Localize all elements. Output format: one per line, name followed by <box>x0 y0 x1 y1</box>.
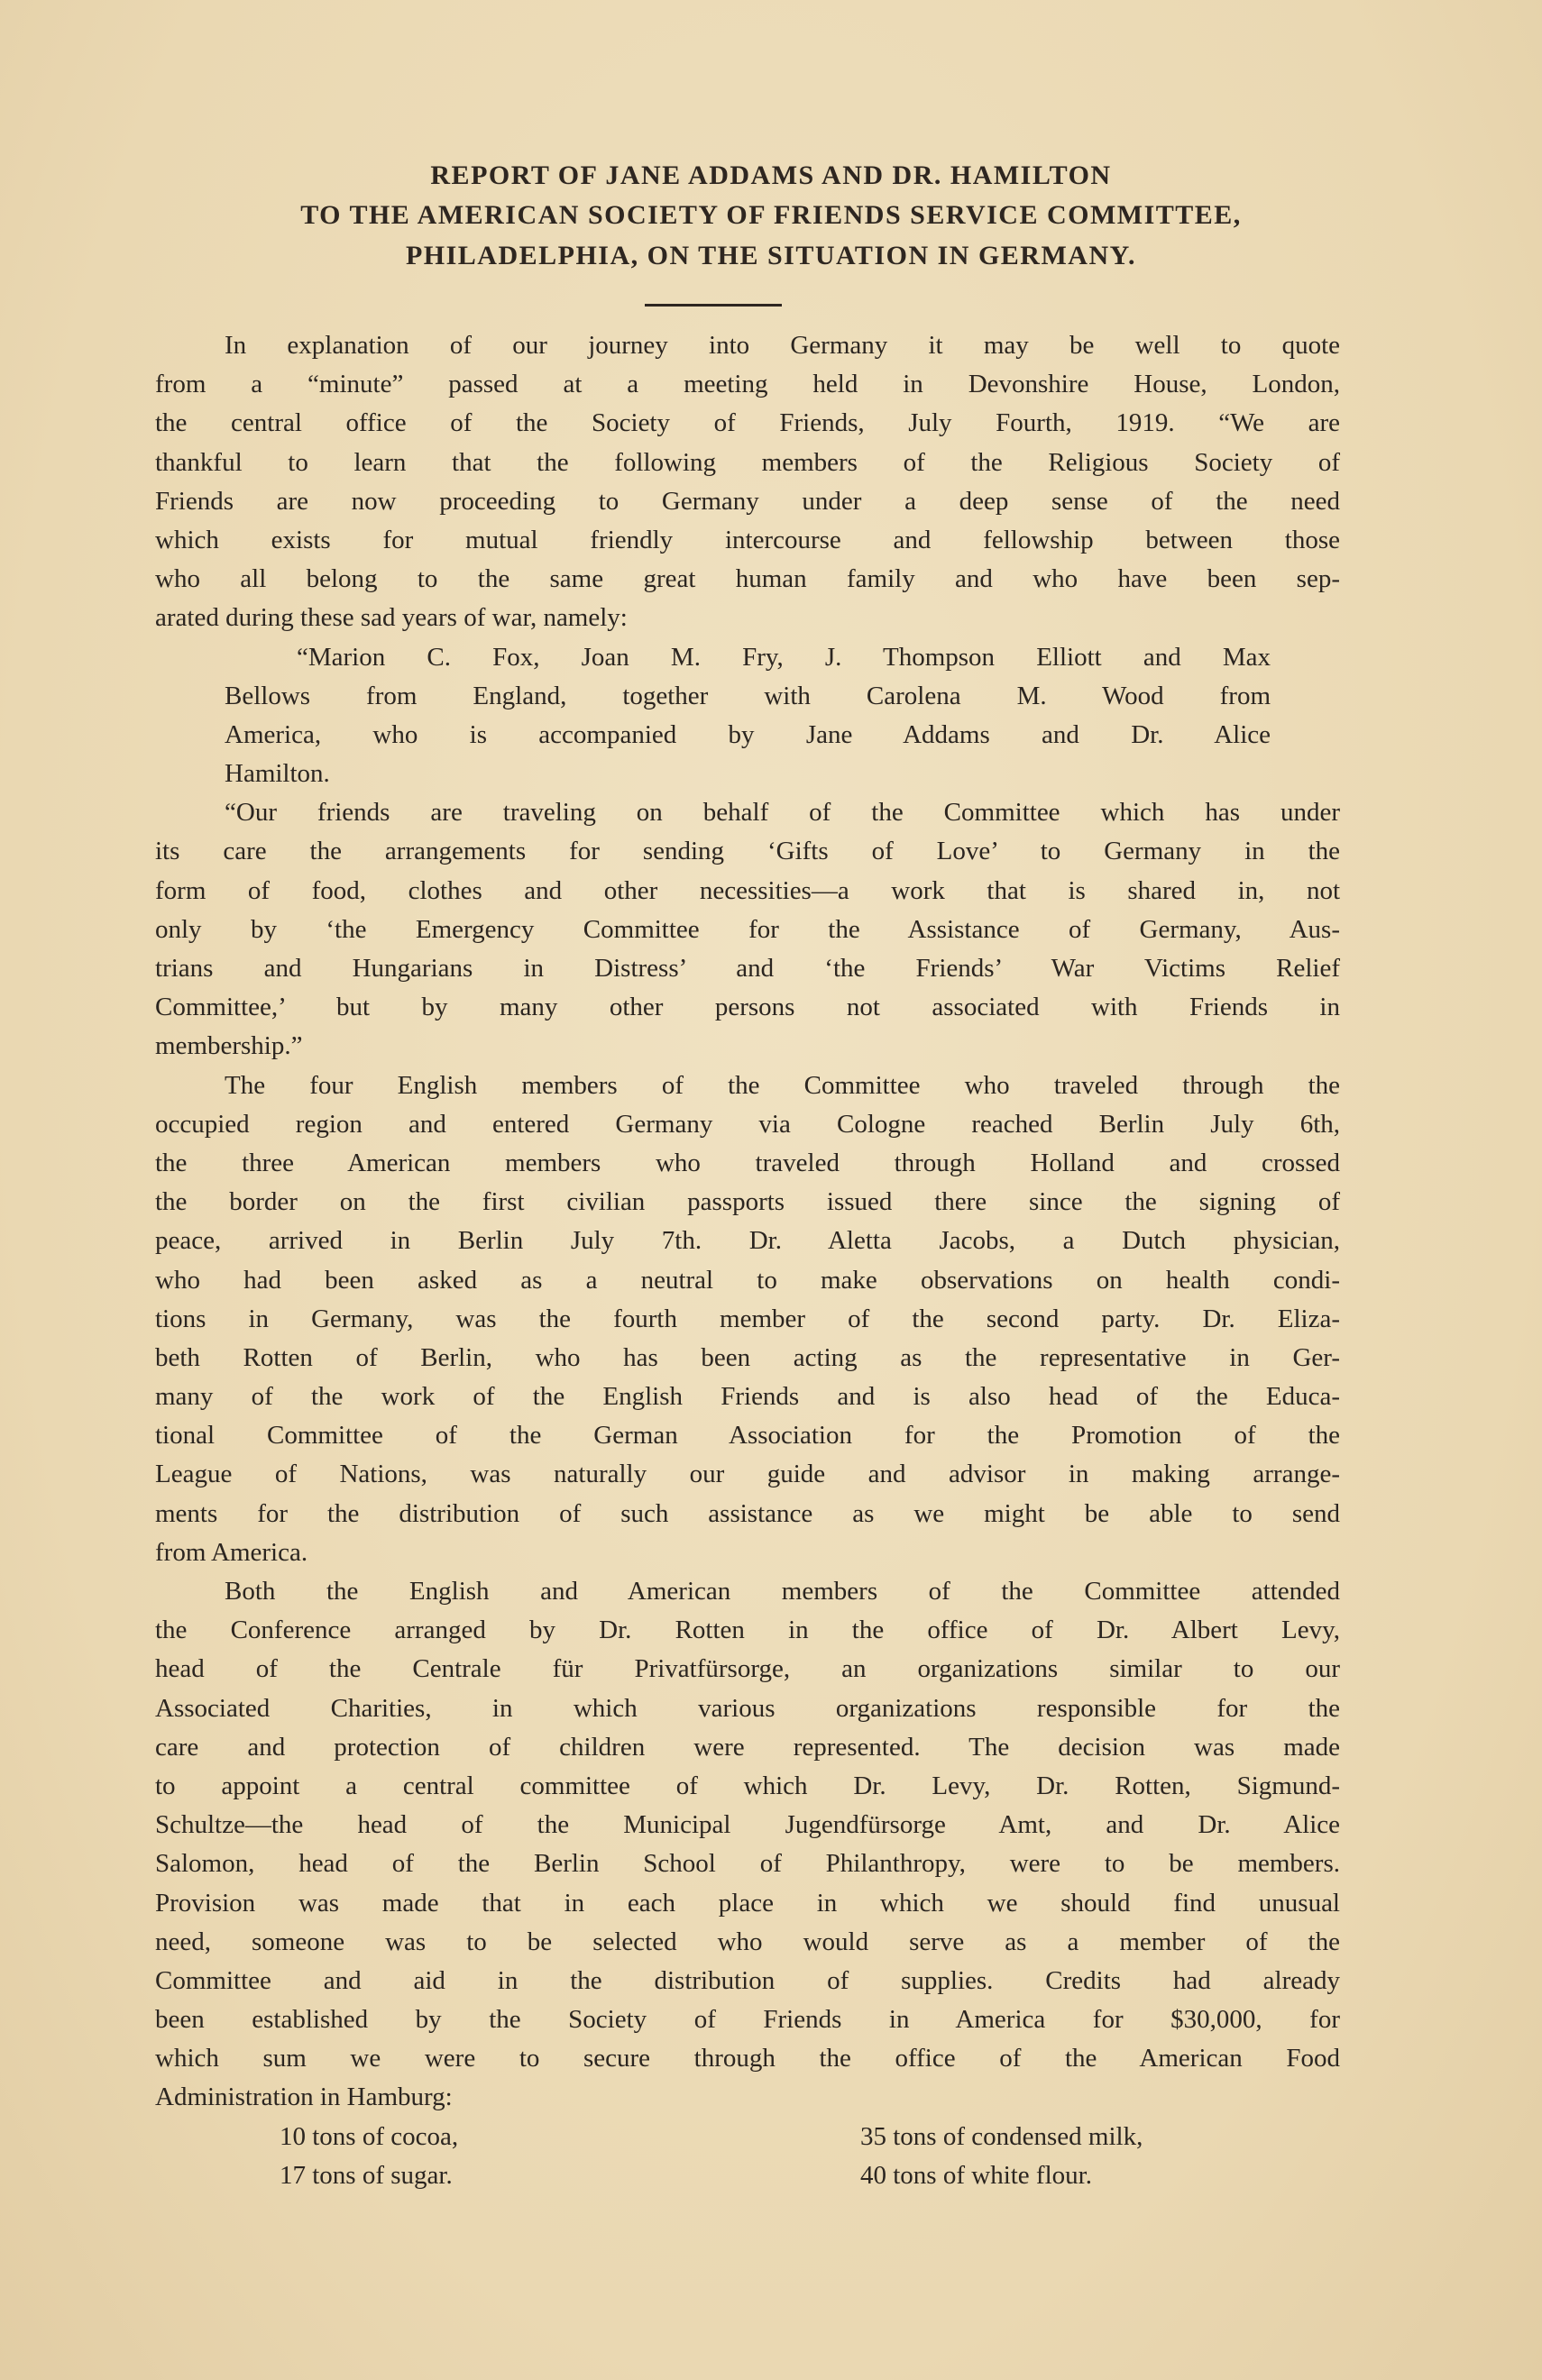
text-line: “Marion C. Fox, Joan M. Fry, J. Thompson Elliott and Max <box>297 642 1271 672</box>
title-line-3: PHILADELPHIA, ON THE SITUATION IN GERMANY. <box>405 241 1137 270</box>
text-line: care and protection of children were represented. The decision was made <box>155 1732 1340 1762</box>
supply-item: 17 tons of sugar. <box>280 2160 453 2190</box>
title-divider <box>645 304 782 307</box>
text-line: thankful to learn that the following members of the Religious Society of <box>155 447 1340 477</box>
text-line: peace, arrived in Berlin July 7th. Dr. Aletta Jacobs, a Dutch physician, <box>155 1226 1340 1256</box>
text-line: who all belong to the same great human family and who have been sep- <box>155 564 1340 594</box>
text-line: its care the arrangements for sending ‘Gifts of Love’ to Germany in the <box>155 837 1340 866</box>
text-line: trians and Hungarians in Distress’ and ‘the Friends’ War Victims Relief <box>155 954 1340 983</box>
paragraph <box>155 1572 1340 2118</box>
text-line: Both the English and American members of the Committee attended <box>225 1577 1340 1606</box>
text-line: from America. <box>155 1537 308 1567</box>
text-line: the three American members who traveled through Holland and crossed <box>155 1148 1340 1177</box>
title-line-2: TO THE AMERICAN SOCIETY OF FRIENDS SERVICE COMMITTEE, <box>300 200 1242 230</box>
text-line: the central office of the Society of Friends, July Fourth, 1919. “We are <box>155 408 1340 438</box>
supply-item: 10 tons of cocoa, <box>280 2121 459 2151</box>
title-line-1: REPORT OF JANE ADDAMS AND DR. HAMILTON <box>430 160 1112 190</box>
text-line: Provision was made that in each place in which we should find unusual <box>155 1888 1340 1918</box>
text-line: ments for the distribution of such assistance as we might be able to send <box>155 1498 1340 1528</box>
text-line: arated during these sad years of war, namely: <box>155 603 628 633</box>
text-line: many of the work of the English Friends and is also head of the Educa- <box>155 1382 1340 1412</box>
text-line: The four English members of the Committee who traveled through the <box>225 1070 1340 1100</box>
text-line: Committee and aid in the distribution of supplies. Credits had already <box>155 1965 1340 1995</box>
text-line: which sum we were to secure through the office of the American Food <box>155 2044 1340 2073</box>
text-line: the border on the first civilian passports issued there since the signing of <box>155 1187 1340 1217</box>
report-body <box>155 326 1340 2195</box>
text-line: tional Committee of the German Association for the Promotion of the <box>155 1421 1340 1451</box>
supply-item: 40 tons of white flour. <box>860 2160 1092 2190</box>
supplies-list <box>155 2118 1340 2195</box>
text-line: League of Nations, was naturally our guide and advisor in making arrange- <box>155 1460 1340 1489</box>
text-line: from a “minute” passed at a meeting held in Devonshire House, London, <box>155 370 1340 399</box>
text-line: “Our friends are traveling on behalf of the Committee which has under <box>225 798 1340 828</box>
text-line: need, someone was to be selected who would serve as a member of the <box>155 1927 1340 1956</box>
paragraph <box>155 793 1340 1066</box>
text-line: occupied region and entered Germany via Cologne reached Berlin July 6th, <box>155 1109 1340 1139</box>
text-line: In explanation of our journey into Germany it may be well to quote <box>225 331 1340 360</box>
text-line: head of the Centrale für Privatfürsorge, an organizations similar to our <box>155 1654 1340 1684</box>
text-line: only by ‘the Emergency Committee for the Assistance of Germany, Aus- <box>155 914 1340 944</box>
text-line: who had been asked as a neutral to make observations on health condi- <box>155 1265 1340 1295</box>
block-quote <box>155 638 1340 794</box>
text-line: beth Rotten of Berlin, who has been acting as the representative in Ger- <box>155 1342 1340 1372</box>
text-line: America, who is accompanied by Jane Addams and Dr. Alice <box>225 719 1271 749</box>
text-line: which exists for mutual friendly intercourse and fellowship between those <box>155 525 1340 554</box>
text-line: membership.” <box>155 1031 303 1061</box>
text-line: Administration in Hamburg: <box>155 2082 453 2112</box>
text-line: Associated Charities, in which various organizations responsible for the <box>155 1693 1340 1723</box>
text-line: Salomon, head of the Berlin School of Philanthropy, were to be members. <box>155 1849 1340 1879</box>
text-line: Bellows from England, together with Carolena M. Wood from <box>225 681 1271 710</box>
supply-item: 35 tons of condensed milk, <box>860 2121 1143 2151</box>
text-line: Committee,’ but by many other persons not associated with Friends in <box>155 993 1340 1022</box>
text-line: Friends are now proceeding to Germany under a deep sense of the need <box>155 486 1340 516</box>
text-line: tions in Germany, was the fourth member of the second party. Dr. Eliza- <box>155 1304 1340 1333</box>
text-line: been established by the Society of Friends in America for $30,000, for <box>155 2005 1340 2035</box>
paragraph <box>155 1066 1340 1572</box>
paragraph <box>155 326 1340 638</box>
text-line: the Conference arranged by Dr. Rotten in the office of Dr. Albert Levy, <box>155 1616 1340 1645</box>
text-line: to appoint a central committee of which Dr. Levy, Dr. Rotten, Sigmund- <box>155 1771 1340 1800</box>
text-line: Hamilton. <box>225 759 330 789</box>
text-line: form of food, clothes and other necessities—a work that is shared in, not <box>155 875 1340 905</box>
text-line: Schultze—the head of the Municipal Jugendfürsorge Amt, and Dr. Alice <box>155 1810 1340 1840</box>
